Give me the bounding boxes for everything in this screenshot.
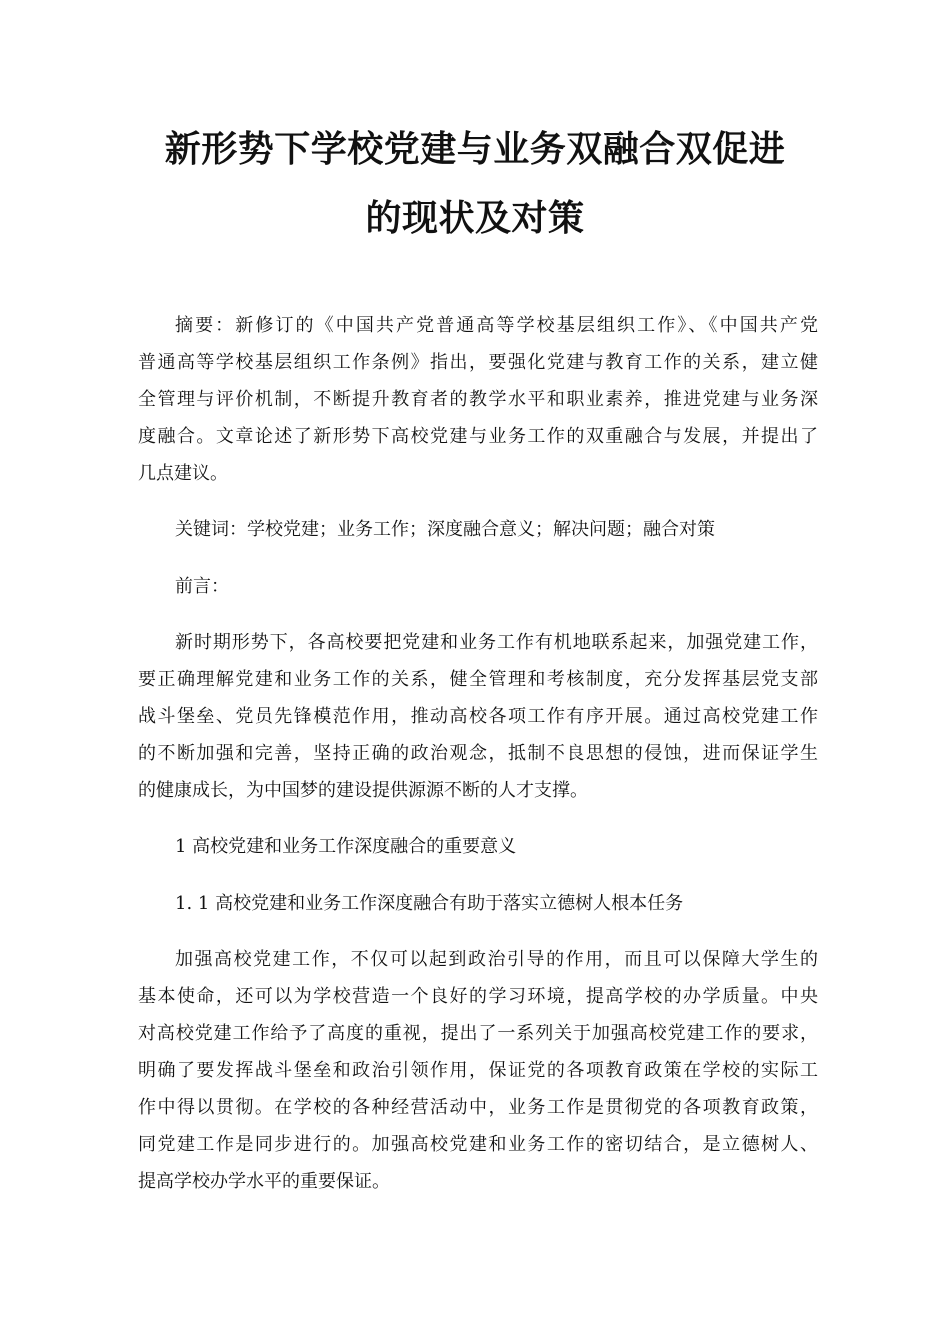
abstract-line: 几点建议。 — [138, 463, 228, 484]
preface-line: 要正确理解党建和业务工作的关系，健全管理和考核制度，充分发挥基层党支部 — [138, 669, 818, 690]
abstract-line: 度融合。文章论述了新形势下高校党建与业务工作的双重融合与发展，并提出了 — [138, 426, 818, 447]
section-heading: 1 高校党建和业务工作深度融合的重要意义 — [175, 836, 517, 857]
abstract-line: 全管理与评价机制，不断提升教育者的教学水平和职业素养，推进党建与业务深 — [138, 389, 818, 410]
preface-line: 新时期形势下，各高校要把党建和业务工作有机地联系起来，加强党建工作， — [175, 632, 818, 653]
body-line: 提高学校办学水平的重要保证。 — [138, 1171, 390, 1192]
abstract-line: 普通高等学校基层组织工作条例》指出，要强化党建与教育工作的关系，建立健 — [138, 352, 818, 373]
abstract-line: 摘要：新修订的《中国共产党普通高等学校基层组织工作》、《中国共产党 — [175, 315, 818, 336]
preface-line: 的健康成长，为中国梦的建设提供源源不断的人才支撑。 — [138, 780, 588, 801]
subsection-heading: 1. 1 高校党建和业务工作深度融合有助于落实立德树人根本任务 — [175, 893, 684, 914]
body-line: 作中得以贯彻。在学校的各种经营活动中，业务工作是贯彻党的各项教育政策， — [138, 1097, 818, 1118]
preface-line: 战斗堡垒、党员先锋模范作用，推动高校各项工作有序开展。通过高校党建工作 — [138, 706, 818, 727]
preface-line: 的不断加强和完善，坚持正确的政治观念，抵制不良思想的侵蚀，进而保证学生 — [138, 743, 818, 764]
keywords: 关键词：学校党建；业务工作；深度融合意义；解决问题；融合对策 — [175, 519, 715, 540]
document-title-line-1: 新形势下学校党建与业务双融合双促进 — [164, 129, 786, 170]
body-line: 明确了要发挥战斗堡垒和政治引领作用，保证党的各项教育政策在学校的实际工 — [138, 1060, 818, 1081]
body-line: 基本使命，还可以为学校营造一个良好的学习环境，提高学校的办学质量。中央 — [138, 986, 818, 1007]
preface-label: 前言： — [175, 576, 229, 597]
body-line: 加强高校党建工作，不仅可以起到政治引导的作用，而且可以保障大学生的 — [175, 949, 818, 970]
document-title-line-2: 的现状及对策 — [365, 198, 585, 239]
body-line: 同党建工作是同步进行的。加强高校党建和业务工作的密切结合，是立德树人、 — [138, 1134, 818, 1155]
body-line: 对高校党建工作给予了高度的重视，提出了一系列关于加强高校党建工作的要求， — [138, 1023, 818, 1044]
